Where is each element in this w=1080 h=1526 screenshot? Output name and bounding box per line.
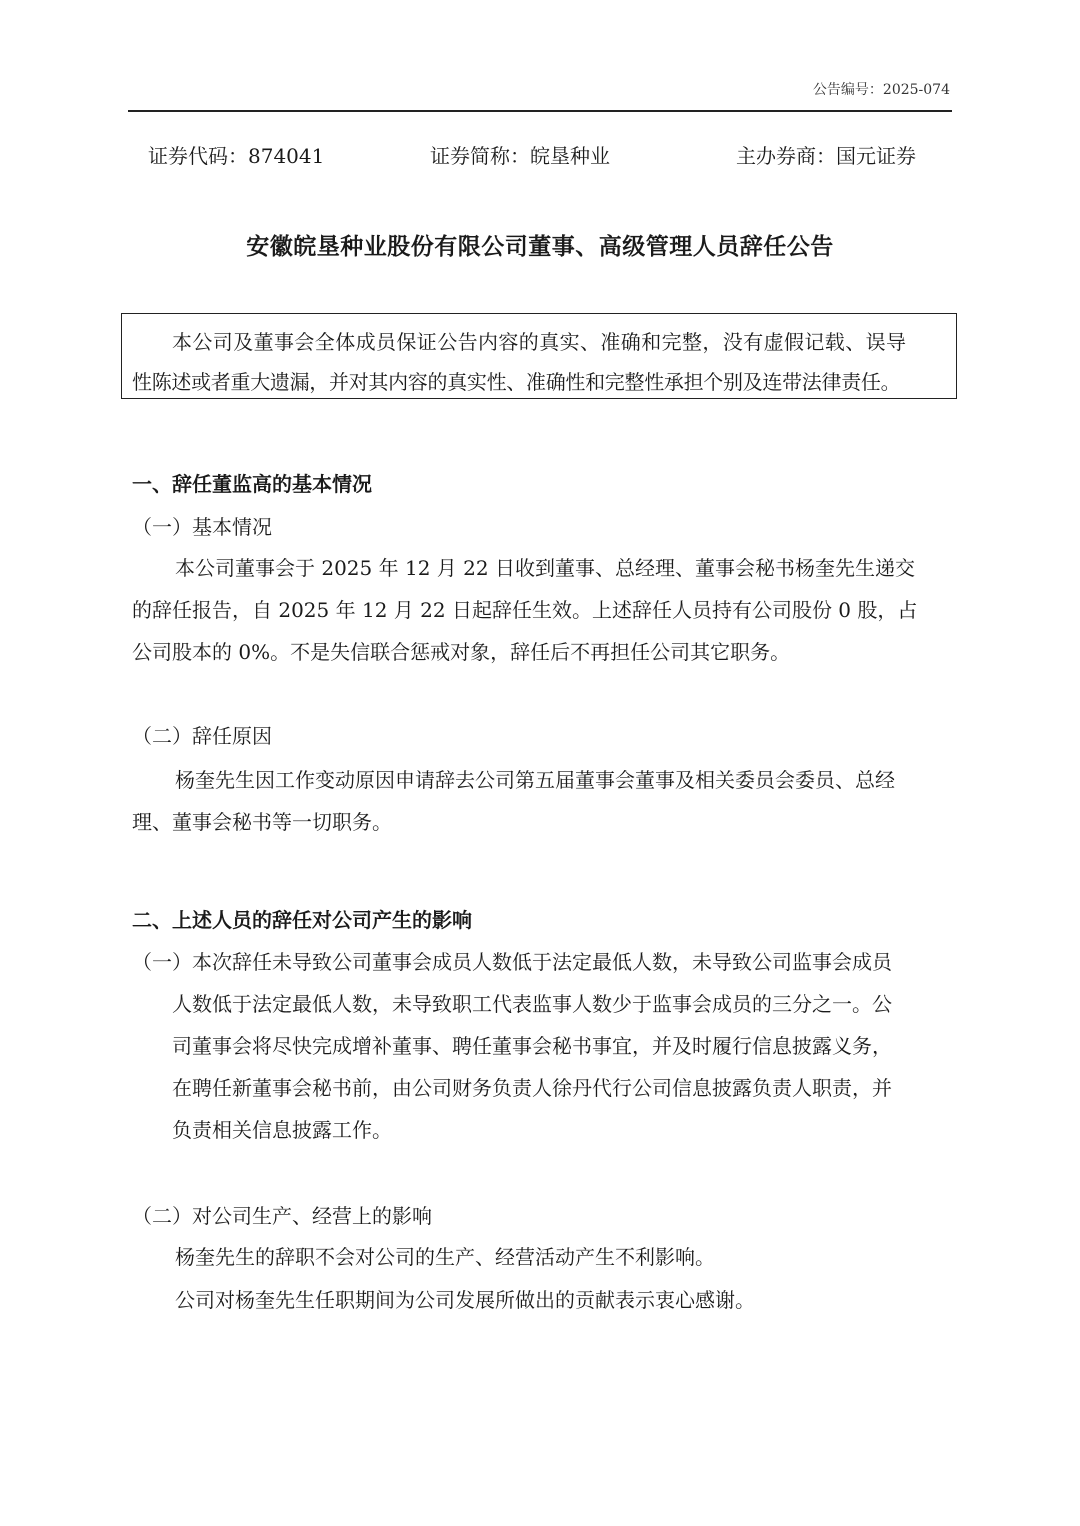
paragraph-line: 负责相关信息披露工作。	[172, 1118, 392, 1142]
paragraph-line: 理、董事会秘书等一切职务。	[132, 810, 392, 834]
statement-line: 性陈述或者重大遗漏，并对其内容的真实性、准确性和完整性承担个别及连带法律责任。	[132, 370, 901, 394]
paragraph-line: 本公司董事会于 2025 年 12 月 22 日收到董事、总经理、董事会秘书杨奎先生递交	[175, 556, 915, 580]
section-1-sub1-heading: （一）基本情况	[132, 515, 272, 539]
stock-code: 证券代码：874041	[148, 144, 325, 168]
statement-line: 本公司及董事会全体成员保证公告内容的真实、准确和完整，没有虚假记载、误导	[172, 330, 907, 354]
stock-abbreviation: 证券简称：皖垦种业	[430, 144, 610, 168]
sponsor-broker: 主办券商：国元证券	[736, 144, 916, 168]
section-2-sub2-heading: （二）对公司生产、经营上的影响	[132, 1204, 432, 1228]
paragraph-line: 公司股本的 0%。不是失信联合惩戒对象，辞任后不再担任公司其它职务。	[132, 640, 791, 664]
paragraph-line: 杨奎先生的辞职不会对公司的生产、经营活动产生不利影响。	[175, 1245, 715, 1269]
paragraph-line: 的辞任报告，自 2025 年 12 月 22 日起辞任生效。上述辞任人员持有公司股份 0 股，占	[132, 598, 918, 622]
paragraph-line: 人数低于法定最低人数，未导致职工代表监事人数少于监事会成员的三分之一。公	[172, 992, 892, 1016]
paragraph-line: 在聘任新董事会秘书前，由公司财务负责人徐丹代行公司信息披露负责人职责，并	[172, 1076, 892, 1100]
paragraph-line: 司董事会将尽快完成增补董事、聘任董事会秘书事宜，并及时履行信息披露义务，	[172, 1034, 892, 1058]
paragraph-line: （一）本次辞任未导致公司董事会成员人数低于法定最低人数，未导致公司监事会成员	[132, 950, 892, 974]
section-1-sub2-heading: （二）辞任原因	[132, 724, 272, 748]
board-guarantee-statement	[121, 313, 957, 399]
paragraph-line: 杨奎先生因工作变动原因申请辞去公司第五届董事会董事及相关委员会委员、总经	[175, 768, 895, 792]
document-title: 安徽皖垦种业股份有限公司董事、高级管理人员辞任公告	[246, 233, 834, 260]
announcement-number: 公告编号：2025-074	[812, 82, 950, 98]
section-2-heading: 二、上述人员的辞任对公司产生的影响	[132, 908, 472, 932]
section-1-heading: 一、辞任董监高的基本情况	[132, 472, 372, 496]
paragraph-line: 公司对杨奎先生任职期间为公司发展所做出的贡献表示衷心感谢。	[175, 1288, 755, 1312]
header-divider	[128, 110, 952, 112]
